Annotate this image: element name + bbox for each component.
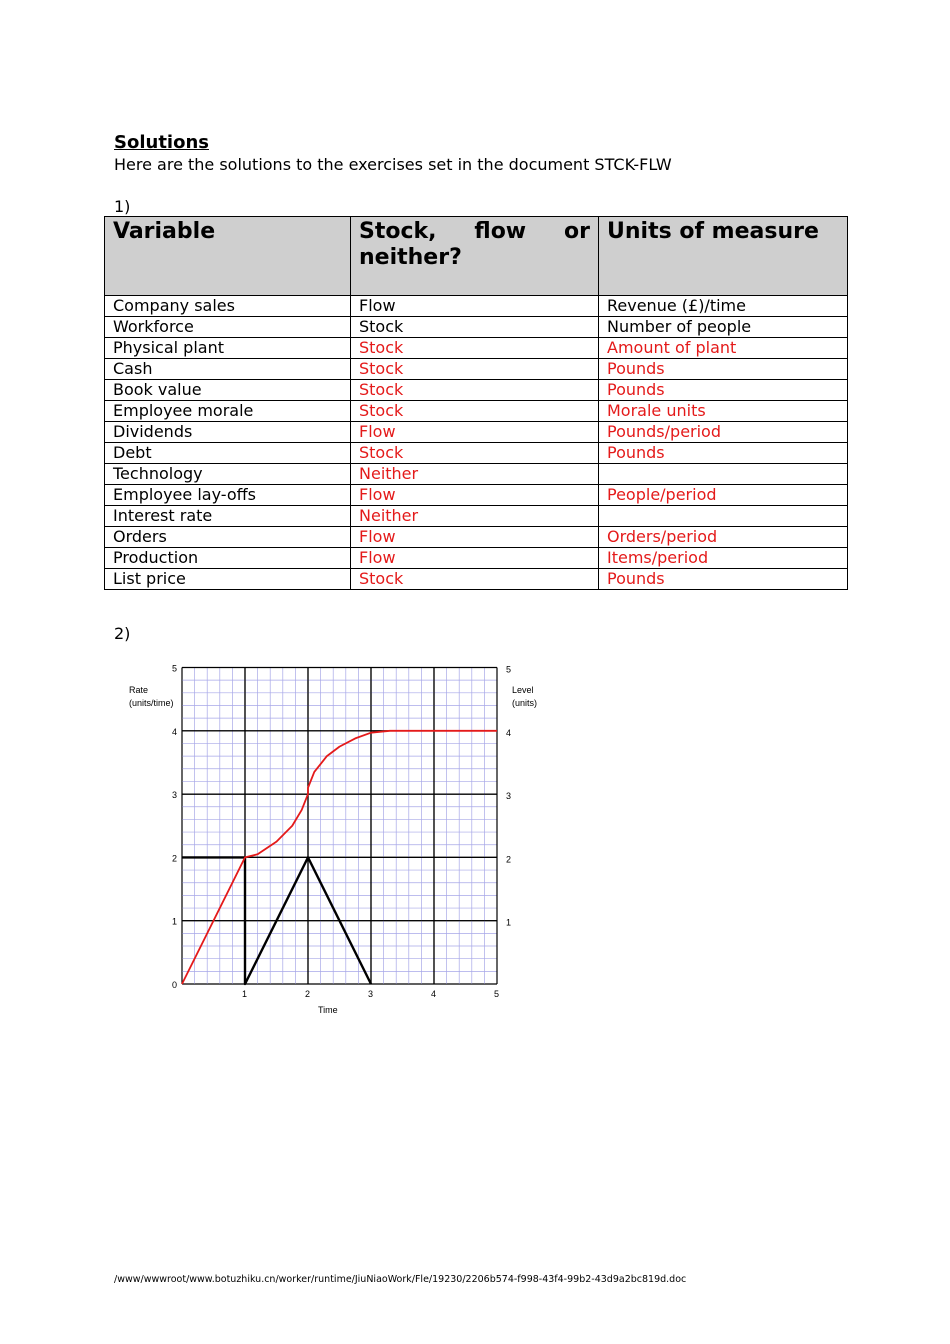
cell-units: Orders/period — [599, 527, 848, 548]
x-tick-label: 3 — [368, 989, 374, 999]
cell-type: Neither — [351, 464, 599, 485]
cell-variable: Orders — [105, 527, 351, 548]
question-2-label: 2) — [114, 624, 131, 643]
cell-units — [599, 506, 848, 527]
table-row — [105, 569, 848, 590]
x-axis-label: Time — [318, 1005, 338, 1015]
solutions-heading: Solutions — [114, 132, 209, 153]
cell-type: Stock — [351, 359, 599, 380]
table-row — [105, 443, 848, 464]
stock-flow-chart — [120, 650, 560, 1030]
table-header-row — [105, 217, 848, 296]
left-y-tick-label: 4 — [172, 726, 178, 737]
cell-type: Stock — [351, 401, 599, 422]
header-stock-flow: Stock, flow or neither? — [351, 217, 599, 296]
table-row — [105, 296, 848, 317]
cell-variable: Employee lay-offs — [105, 485, 351, 506]
right-y-tick-label: 2 — [506, 854, 512, 865]
chart-ticks — [172, 664, 511, 1000]
cell-units: Pounds/period — [599, 422, 848, 443]
cell-units: Pounds — [599, 380, 848, 401]
cell-variable: Interest rate — [105, 506, 351, 527]
table-row — [105, 380, 848, 401]
table-row — [105, 422, 848, 443]
table-row — [105, 359, 848, 380]
cell-units: Pounds — [599, 569, 848, 590]
cell-units — [599, 464, 848, 485]
right-axis-label-line-1: Level — [512, 685, 534, 695]
cell-type: Stock — [351, 338, 599, 359]
x-tick-label: 5 — [494, 989, 500, 999]
table-row — [105, 317, 848, 338]
cell-units: Pounds — [599, 359, 848, 380]
cell-variable: Physical plant — [105, 338, 351, 359]
x-tick-label: 2 — [305, 989, 311, 999]
header-variable: Variable — [105, 217, 351, 296]
cell-variable: Cash — [105, 359, 351, 380]
cell-units: Revenue (£)/time — [599, 296, 848, 317]
x-tick-label: 4 — [431, 989, 437, 999]
cell-type: Flow — [351, 548, 599, 569]
cell-variable: Book value — [105, 380, 351, 401]
header-units: Units of measure — [599, 217, 848, 296]
right-y-tick-label: 4 — [506, 727, 512, 738]
cell-variable: Technology — [105, 464, 351, 485]
left-y-tick-label: 1 — [172, 916, 178, 927]
cell-variable: List price — [105, 569, 351, 590]
left-y-tick-label: 2 — [172, 853, 178, 864]
cell-type: Stock — [351, 380, 599, 401]
left-axis-label-line-1: Rate — [129, 685, 149, 695]
right-y-tick-label: 3 — [506, 791, 512, 802]
table-row — [105, 485, 848, 506]
left-y-tick-label: 5 — [172, 663, 178, 674]
cell-units: People/period — [599, 485, 848, 506]
cell-type: Flow — [351, 422, 599, 443]
left-y-tick-label: 3 — [172, 790, 178, 801]
cell-variable: Company sales — [105, 296, 351, 317]
cell-variable: Employee morale — [105, 401, 351, 422]
cell-variable: Workforce — [105, 317, 351, 338]
x-tick-label: 1 — [242, 989, 248, 999]
left-y-tick-label: 0 — [172, 980, 178, 990]
cell-units: Amount of plant — [599, 338, 848, 359]
cell-units: Number of people — [599, 317, 848, 338]
cell-variable: Dividends — [105, 422, 351, 443]
cell-variable: Production — [105, 548, 351, 569]
cell-units: Pounds — [599, 443, 848, 464]
cell-units: Items/period — [599, 548, 848, 569]
solutions-table — [104, 216, 848, 590]
table-row — [105, 506, 848, 527]
table-row — [105, 548, 848, 569]
footer-file-path: /www/wwwroot/www.botuzhiku.cn/worker/runtime/JiuNiaoWork/Fle/19230/2206b574-f998-43f4-99b2-43d9a2bc819d.doc — [114, 1274, 687, 1285]
table-row — [105, 401, 848, 422]
right-y-tick-label: 5 — [506, 664, 512, 675]
table-row — [105, 338, 848, 359]
cell-type: Neither — [351, 506, 599, 527]
cell-type: Stock — [351, 443, 599, 464]
intro-text: Here are the solutions to the exercises set in the document STCK-FLW — [114, 155, 672, 174]
cell-type: Stock — [351, 569, 599, 590]
left-axis-label-line-2: (units/time) — [129, 698, 174, 708]
question-1-label: 1) — [114, 197, 131, 216]
cell-type: Flow — [351, 485, 599, 506]
cell-variable: Debt — [105, 443, 351, 464]
cell-type: Flow — [351, 296, 599, 317]
right-y-tick-label: 1 — [506, 917, 512, 928]
chart-grid — [182, 668, 497, 985]
table-row — [105, 464, 848, 485]
cell-units: Morale units — [599, 401, 848, 422]
table-row — [105, 527, 848, 548]
cell-type: Flow — [351, 527, 599, 548]
cell-type: Stock — [351, 317, 599, 338]
right-axis-label-line-2: (units) — [512, 698, 538, 708]
